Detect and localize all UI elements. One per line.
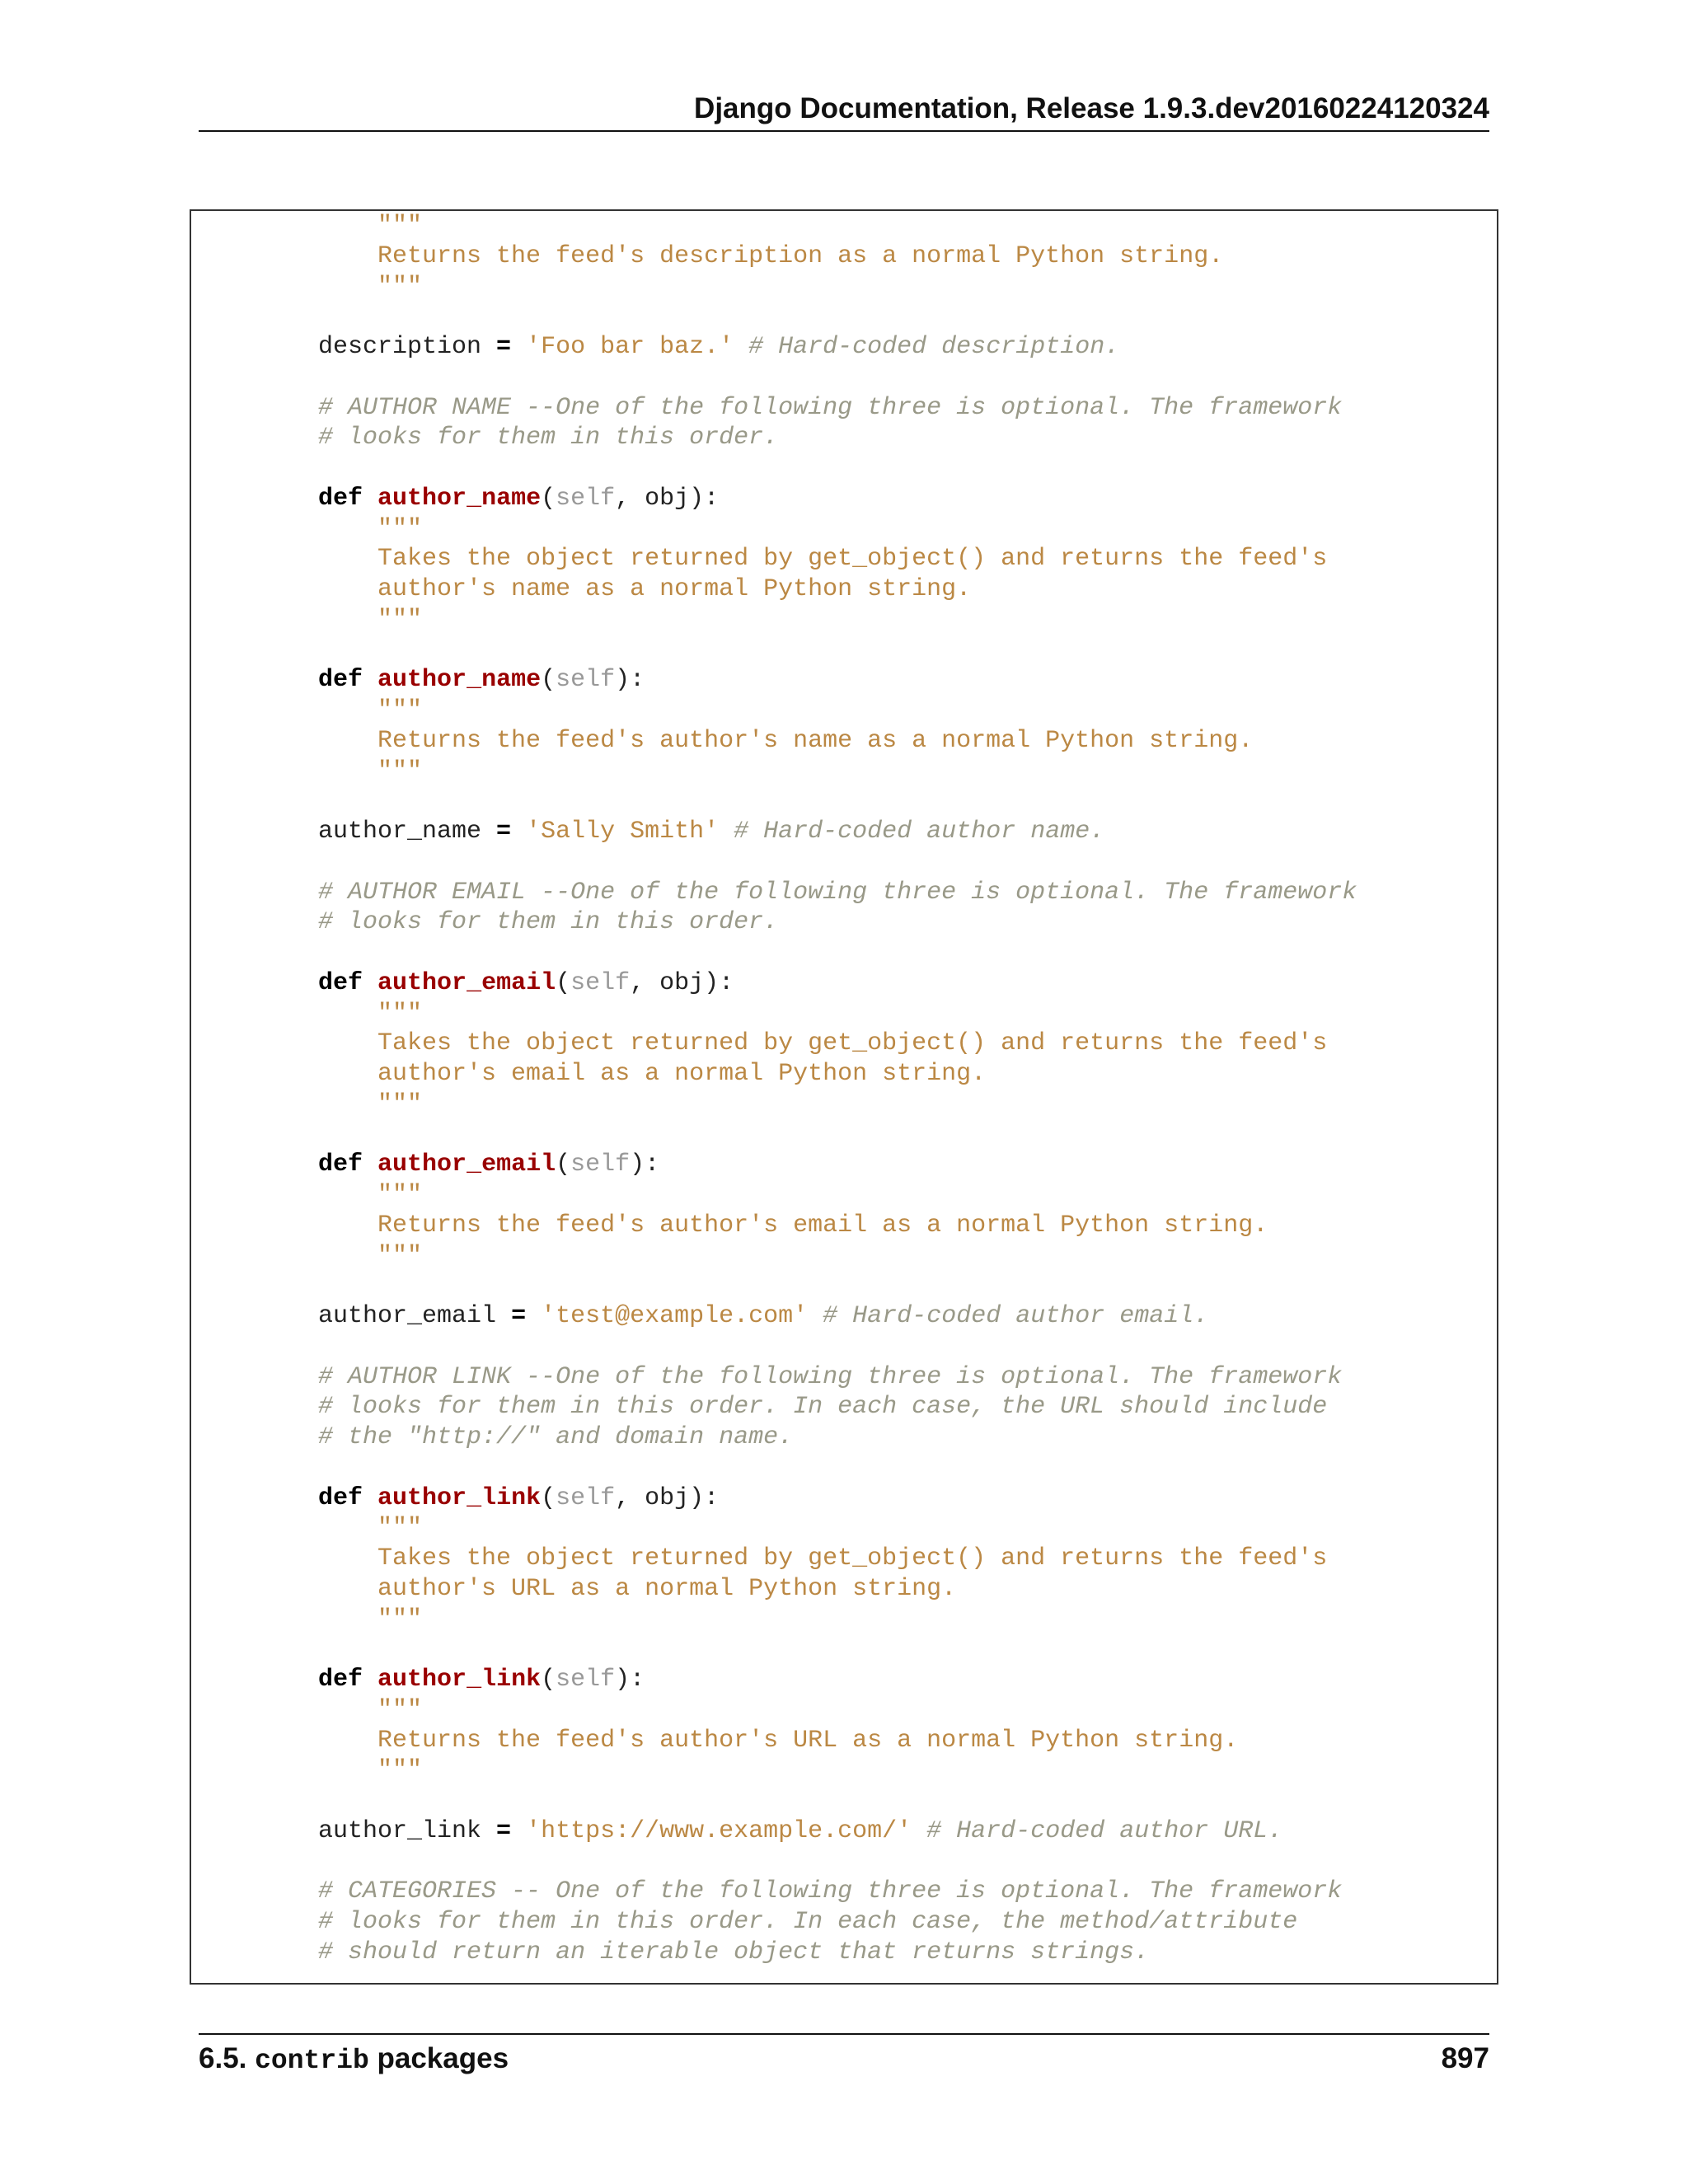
code-line <box>259 726 1357 757</box>
code-token: """ <box>377 696 423 724</box>
code-line <box>259 938 1357 968</box>
code-token <box>259 1363 318 1391</box>
code-line <box>259 544 1357 574</box>
code-token <box>259 1756 377 1784</box>
code-token: # Hard-coded description. <box>748 333 1120 361</box>
code-line <box>259 786 1357 817</box>
code-line <box>259 1695 1357 1726</box>
code-token: # AUTHOR NAME --One of the following three is optional. The framework <box>318 393 1343 422</box>
code-token: self <box>570 1151 631 1179</box>
code-token <box>363 1484 377 1512</box>
code-line <box>259 1422 1357 1453</box>
code-token: self <box>556 1666 616 1694</box>
code-token: """ <box>377 1605 423 1633</box>
code-token <box>511 1817 526 1845</box>
code-token: # the "http://" and domain name. <box>318 1423 794 1451</box>
code-line <box>259 1362 1357 1393</box>
code-line <box>259 1059 1357 1090</box>
code-token: ( <box>556 968 571 997</box>
code-token: # Hard-coded author URL. <box>926 1816 1283 1845</box>
code-token: Returns the feed's author's name as a normal Python string. <box>377 726 1254 755</box>
code-token <box>511 818 526 846</box>
code-token: 'test@example.com' <box>541 1302 809 1330</box>
code-line <box>259 1211 1357 1241</box>
code-token <box>259 1908 318 1936</box>
code-token: ): <box>615 666 645 695</box>
code-token <box>259 1151 318 1179</box>
code-line <box>259 1453 1357 1483</box>
code-token: """ <box>377 272 423 301</box>
code-line <box>259 1120 1357 1151</box>
code-token <box>259 1605 377 1633</box>
code-token: """ <box>377 605 423 634</box>
code-line <box>259 453 1357 484</box>
code-token: ( <box>541 666 556 695</box>
code-token: = <box>496 1816 512 1845</box>
code-token: author_name <box>377 666 542 695</box>
footer-section-text: packages <box>377 2042 509 2074</box>
footer-page-number: 897 <box>1441 2042 1489 2074</box>
code-token: ): <box>630 1151 660 1179</box>
code-token <box>259 1212 377 1240</box>
code-token: Takes the object returned by get_object() and returns the feed's <box>377 1029 1328 1058</box>
code-token: """ <box>377 1756 423 1785</box>
code-token: def <box>318 1483 363 1512</box>
code-token: Returns the feed's description as a normal Python string. <box>377 241 1224 270</box>
code-token <box>259 908 318 936</box>
code-token: 'Foo bar baz.' <box>526 333 734 361</box>
code-token: # Hard-coded author name. <box>734 818 1105 846</box>
code-token: = <box>496 333 512 361</box>
code-token: def <box>318 484 363 513</box>
code-token <box>259 1181 377 1209</box>
code-token <box>259 545 377 573</box>
code-line <box>259 514 1357 545</box>
code-token <box>259 1000 377 1028</box>
code-line <box>259 757 1357 787</box>
code-token <box>259 1514 377 1542</box>
code-line <box>259 1271 1357 1301</box>
code-line <box>259 1029 1357 1059</box>
code-token: """ <box>377 212 423 240</box>
code-token: 'Sally Smith' <box>526 818 720 846</box>
code-token: , obj): <box>615 484 720 513</box>
code-token <box>363 1666 377 1694</box>
code-token: Returns the feed's author's email as a normal Python string. <box>377 1211 1268 1240</box>
footer-section-number: 6.5. <box>199 2042 247 2074</box>
code-line <box>259 1847 1357 1877</box>
code-line <box>259 1816 1357 1847</box>
code-line <box>259 484 1357 514</box>
code-line <box>259 1544 1357 1574</box>
code-line <box>259 241 1357 272</box>
code-token <box>259 666 318 694</box>
code-token: self <box>556 666 616 695</box>
code-token <box>259 1544 377 1572</box>
page-header-title: Django Documentation, Release 1.9.3.dev20160224120324 <box>694 92 1489 124</box>
code-line <box>259 1241 1357 1272</box>
code-token <box>259 1060 377 1088</box>
code-token: # CATEGORIES -- One of the following three is optional. The framework <box>318 1877 1343 1906</box>
code-token <box>259 606 377 634</box>
footer-section-title <box>199 2042 509 2076</box>
code-line <box>259 1665 1357 1695</box>
code-line <box>259 999 1357 1029</box>
code-line <box>259 574 1357 605</box>
code-token: author's name as a normal Python string. <box>377 575 972 603</box>
code-token: author_link <box>377 1666 542 1694</box>
code-token <box>511 333 526 361</box>
code-token: def <box>318 1666 363 1694</box>
code-token <box>259 1029 377 1057</box>
code-token: # should return an iterable object that returns strings. <box>318 1938 1150 1966</box>
code-token <box>363 666 377 694</box>
code-token <box>259 1484 318 1512</box>
code-token <box>259 242 377 270</box>
code-token: """ <box>377 1090 423 1118</box>
code-token <box>719 818 734 846</box>
code-token: # AUTHOR EMAIL --One of the following three is optional. The framework <box>318 878 1357 907</box>
code-token: author_email <box>377 968 556 997</box>
code-line <box>259 1907 1357 1938</box>
code-line <box>259 302 1357 332</box>
code-token: Returns the feed's author's URL as a normal Python string. <box>377 1726 1239 1755</box>
code-token <box>259 212 377 240</box>
code-token <box>259 757 377 785</box>
code-line <box>259 907 1357 938</box>
code-line <box>259 1332 1357 1362</box>
header-divider <box>199 130 1489 132</box>
code-token: = <box>496 818 512 846</box>
code-line <box>259 1786 1357 1816</box>
code-token: """ <box>377 757 423 785</box>
code-token: """ <box>377 1514 423 1543</box>
code-token: ): <box>615 1666 645 1694</box>
code-token <box>526 1302 541 1330</box>
code-line <box>259 363 1357 393</box>
code-line <box>259 1605 1357 1635</box>
code-token: author_link <box>377 1483 542 1512</box>
code-token: ( <box>541 1483 556 1512</box>
code-token <box>259 394 318 422</box>
code-token: """ <box>377 1181 423 1209</box>
code-token <box>259 1877 318 1905</box>
code-line <box>259 696 1357 726</box>
code-token: 'https://www.example.com/' <box>526 1816 912 1845</box>
code-token <box>259 424 318 452</box>
footer-section-code: contrib <box>255 2046 369 2076</box>
code-block <box>190 209 1498 1985</box>
code-token <box>363 1151 377 1179</box>
code-line <box>259 635 1357 666</box>
code-token: self <box>556 1483 616 1512</box>
code-token <box>259 1666 318 1694</box>
code-token <box>259 696 377 724</box>
footer-divider <box>199 2033 1489 2035</box>
code-line <box>259 211 1357 241</box>
code-token: """ <box>377 514 423 543</box>
code-token: # looks for them in this order. In each case, the URL should include <box>318 1393 1328 1422</box>
code-token: author_email <box>377 1151 556 1179</box>
code-line <box>259 665 1357 696</box>
code-line <box>259 1938 1357 1968</box>
code-token: def <box>318 968 363 997</box>
code-line <box>259 423 1357 453</box>
code-token <box>259 273 377 301</box>
code-line <box>259 1483 1357 1514</box>
code-token <box>734 333 748 361</box>
code-token: , obj): <box>630 968 734 997</box>
code-token: def <box>318 666 363 695</box>
code-token <box>259 485 318 513</box>
code-token <box>259 1696 377 1724</box>
code-token: = <box>511 1302 527 1330</box>
code-token: author_link <box>259 1816 497 1845</box>
code-token: Takes the object returned by get_object() and returns the feed's <box>377 545 1328 574</box>
code-token: """ <box>377 1695 423 1724</box>
code-token: author_name <box>377 484 542 513</box>
code-line <box>259 1090 1357 1120</box>
code-token <box>259 879 318 907</box>
code-line <box>259 1726 1357 1756</box>
code-token: """ <box>377 999 423 1028</box>
code-token <box>259 1393 318 1421</box>
code-line <box>259 272 1357 302</box>
code-token <box>259 969 318 997</box>
code-token: ( <box>541 484 556 513</box>
code-token: author's email as a normal Python string. <box>377 1060 987 1088</box>
code-token <box>259 727 377 755</box>
code-token: # looks for them in this order. <box>318 424 779 452</box>
code-token <box>363 969 377 997</box>
code-token <box>259 1727 377 1755</box>
code-token: , obj): <box>615 1483 720 1512</box>
code-line <box>259 847 1357 878</box>
code-token: def <box>318 1151 363 1179</box>
code-token: """ <box>377 1241 423 1270</box>
code-token <box>259 1938 318 1966</box>
code-token: author_email <box>259 1302 512 1330</box>
code-token: self <box>556 484 616 513</box>
code-token: # looks for them in this order. <box>318 908 779 937</box>
code-line <box>259 1574 1357 1605</box>
code-line <box>259 332 1357 363</box>
code-line <box>259 1392 1357 1422</box>
code-line <box>259 1180 1357 1211</box>
code-token: Takes the object returned by get_object() and returns the feed's <box>377 1544 1328 1572</box>
code-token: # AUTHOR LINK --One of the following three is optional. The framework <box>318 1362 1343 1391</box>
code-token: ( <box>541 1666 556 1694</box>
code-token <box>259 1090 377 1118</box>
code-token <box>259 1575 377 1603</box>
code-line <box>259 968 1357 999</box>
code-token: description <box>259 333 497 361</box>
code-token <box>259 515 377 543</box>
code-token: self <box>570 968 631 997</box>
code-line <box>259 1634 1357 1665</box>
code-token: # looks for them in this order. In each case, the method/attribute <box>318 1908 1298 1936</box>
code-line <box>259 1150 1357 1180</box>
code-token <box>363 485 377 513</box>
code-token <box>912 1817 926 1845</box>
code-line <box>259 1755 1357 1786</box>
code-token: author_name <box>259 818 497 846</box>
code-token <box>259 1423 318 1451</box>
code-token <box>808 1302 823 1330</box>
code-token: # Hard-coded author email. <box>823 1302 1209 1330</box>
code-line <box>259 393 1357 424</box>
code-line <box>259 878 1357 908</box>
code-line <box>259 605 1357 635</box>
code-token <box>259 575 377 603</box>
code-token: ( <box>556 1151 571 1179</box>
code-line <box>259 1877 1357 1907</box>
code-token <box>259 1242 377 1270</box>
code-listing <box>259 211 1357 1968</box>
code-line <box>259 817 1357 847</box>
code-token: author's URL as a normal Python string. <box>377 1574 957 1603</box>
code-line <box>259 1301 1357 1332</box>
code-line <box>259 1513 1357 1544</box>
